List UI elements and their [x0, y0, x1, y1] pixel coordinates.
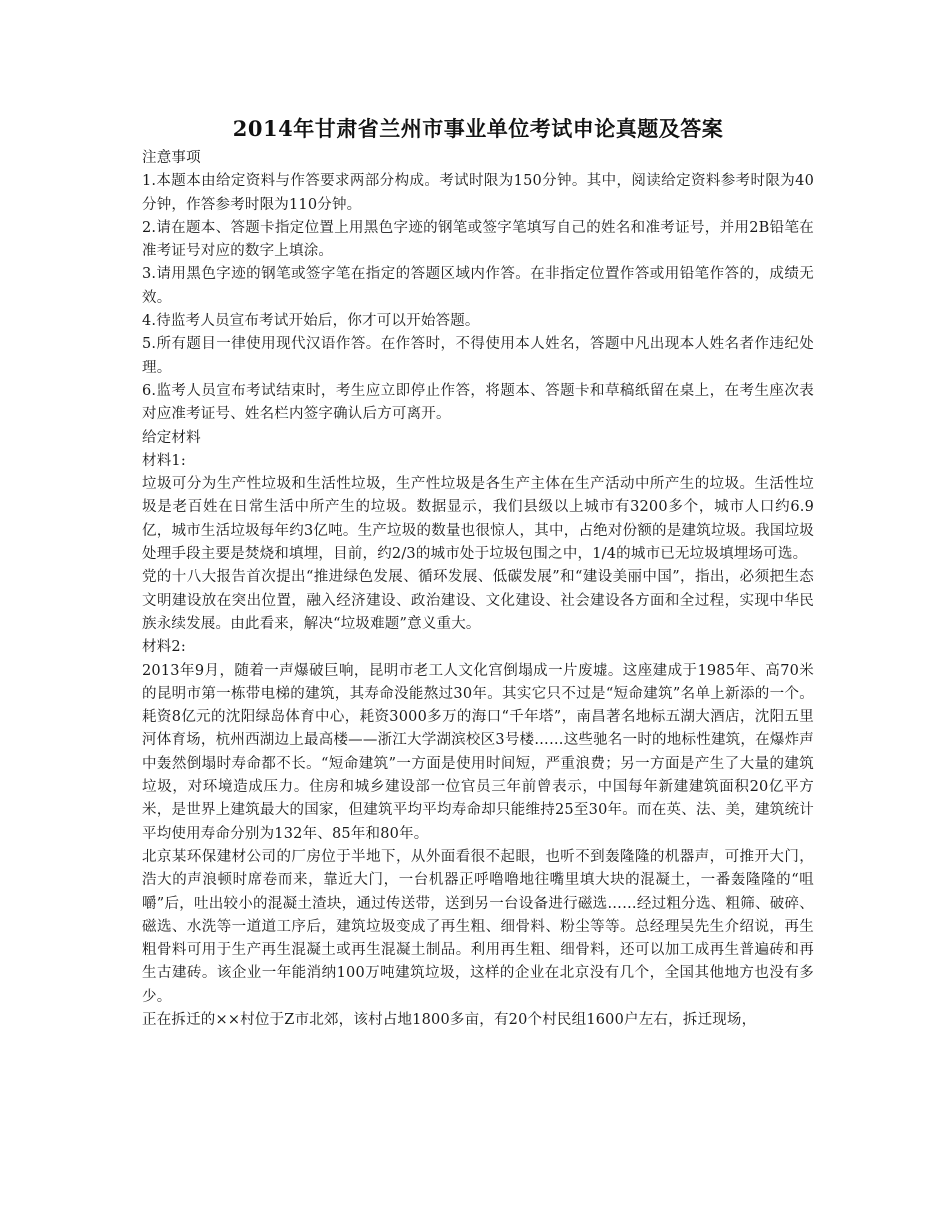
material-1-heading: 材料1:	[142, 452, 186, 469]
section-heading-notes: 注意事项	[142, 150, 201, 166]
note-item-1: 1.本题本由给定资料与作答要求两部分构成。考试时限为150分钟。其中，阅读给定资料参考时限为40分钟，作答参考时限为110分钟。	[142, 173, 814, 213]
material-1-paragraph-2: 党的十八大报告首次提出“推进绿色发展、循环发展、低碳发展”和“建设美丽中国”，指出，必须把生态文明建设放在突出位置，融入经济建设、政治建设、文化建设、社会建设各方面和全过程，实现中华民族永续发展。由此看来，解决“垃圾难题”意义重大。	[142, 569, 814, 632]
document-body	[142, 112, 814, 1032]
material-2-paragraph-1: 2013年9月，随着一声爆破巨响，昆明市老工人文化宫倒塌成一片废墟。这座建成于1985年、高70米的昆明市第一栋带电梯的建筑，其寿命没能熬过30年。其实它只不过是“短命建筑”名单上新添的一个。耗资8亿元的沈阳绿岛体育中心，耗资3000多万的海口“千年塔”，南昌著名地标五湖大酒店，沈阳五里河体育场，杭州西湖边上最高楼——浙江大学湖滨校区3号楼……这些驰名一时的地标性建筑，在爆炸声中轰然倒塌时寿命都不长。“短命建筑”一方面是使用时间短，严重浪费；另一方面是产生了大量的建筑垃圾，对环境造成压力。住房和城乡建设部一位官员三年前曾表示，中国每年新建建筑面积20亿平方米，是世界上建筑最大的国家，但建筑平均平均寿命却只能维持25至30年。而在英、法、美，建筑统计平均使用寿命分别为132年、85年和80年。	[142, 662, 814, 842]
note-item-2: 2.请在题本、答题卡指定位置上用黑色字迹的钢笔或签字笔填写自己的姓名和准考证号，并用2B铅笔在准考证号对应的数字上填涂。	[142, 219, 814, 260]
note-item-4: 4.待监考人员宣布考试开始后，你才可以开始答题。	[142, 313, 480, 330]
note-item-6: 6.监考人员宣布考试结束时，考生应立即停止作答，将题本、答题卡和草稿纸留在桌上，在考生座次表对应准考证号、姓名栏内签字确认后方可离开。	[142, 382, 814, 423]
material-2-paragraph-3: 正在拆迁的××村位于Z市北郊，该村占地1800多亩，有20个村民组1600户左右，拆迁现场，	[142, 1011, 757, 1028]
document-title: 2014年甘肃省兰州市事业单位考试申论真题及答案	[232, 116, 724, 141]
note-item-5: 5.所有题目一律使用现代汉语作答。在作答时，不得使用本人姓名，答题中凡出现本人姓名者作违纪处理。	[142, 336, 814, 376]
material-2-heading: 材料2:	[142, 639, 186, 656]
material-2-paragraph-2: 北京某环保建材公司的厂房位于半地下，从外面看很不起眼，也听不到轰隆隆的机器声，可推开大门，浩大的声浪顿时席卷而来，靠近大门，一台机器正呼噜噜地往嘴里填大块的混凝土，一番轰隆隆的“咀嚼”后，吐出较小的混凝土渣块，通过传送带，送到另一台设备进行磁选……经过粗分选、粗筛、破碎、磁选、水洗等一道道工序后，建筑垃圾变成了再生粗、细骨料、粉尘等等。总经理吴先生介绍说，再生粗骨料可用于生产再生混凝土或再生混凝土制品。利用再生粗、细骨料，还可以加工成再生普遍砖和再生古建砖。该企业一年能消纳100万吨建筑垃圾，这样的企业在北京没有几个，全国其他地方也没有多少。	[142, 848, 814, 1005]
note-item-3: 3.请用黑色字迹的钢笔或签字笔在指定的答题区域内作答。在非指定位置作答或用铅笔作答的，成绩无效。	[142, 266, 814, 306]
material-1-paragraph-1: 垃圾可分为生产性垃圾和生活性垃圾，生产性垃圾是各生产主体在生产活动中所产生的垃圾。生活性垃圾是老百姓在日常生活中所产生的垃圾。数据显示，我们县级以上城市有3200多个，城市人口约6.9亿，城市生活垃圾每年约3亿吨。生产垃圾的数量也很惊人，其中，占绝对份额的是建筑垃圾。我国垃圾处理手段主要是焚烧和填埋，目前，约2/3的城市处于垃圾包围之中，1/4的城市已无垃圾填埋场可选。	[142, 476, 814, 563]
section-heading-materials: 给定材料	[142, 429, 201, 446]
